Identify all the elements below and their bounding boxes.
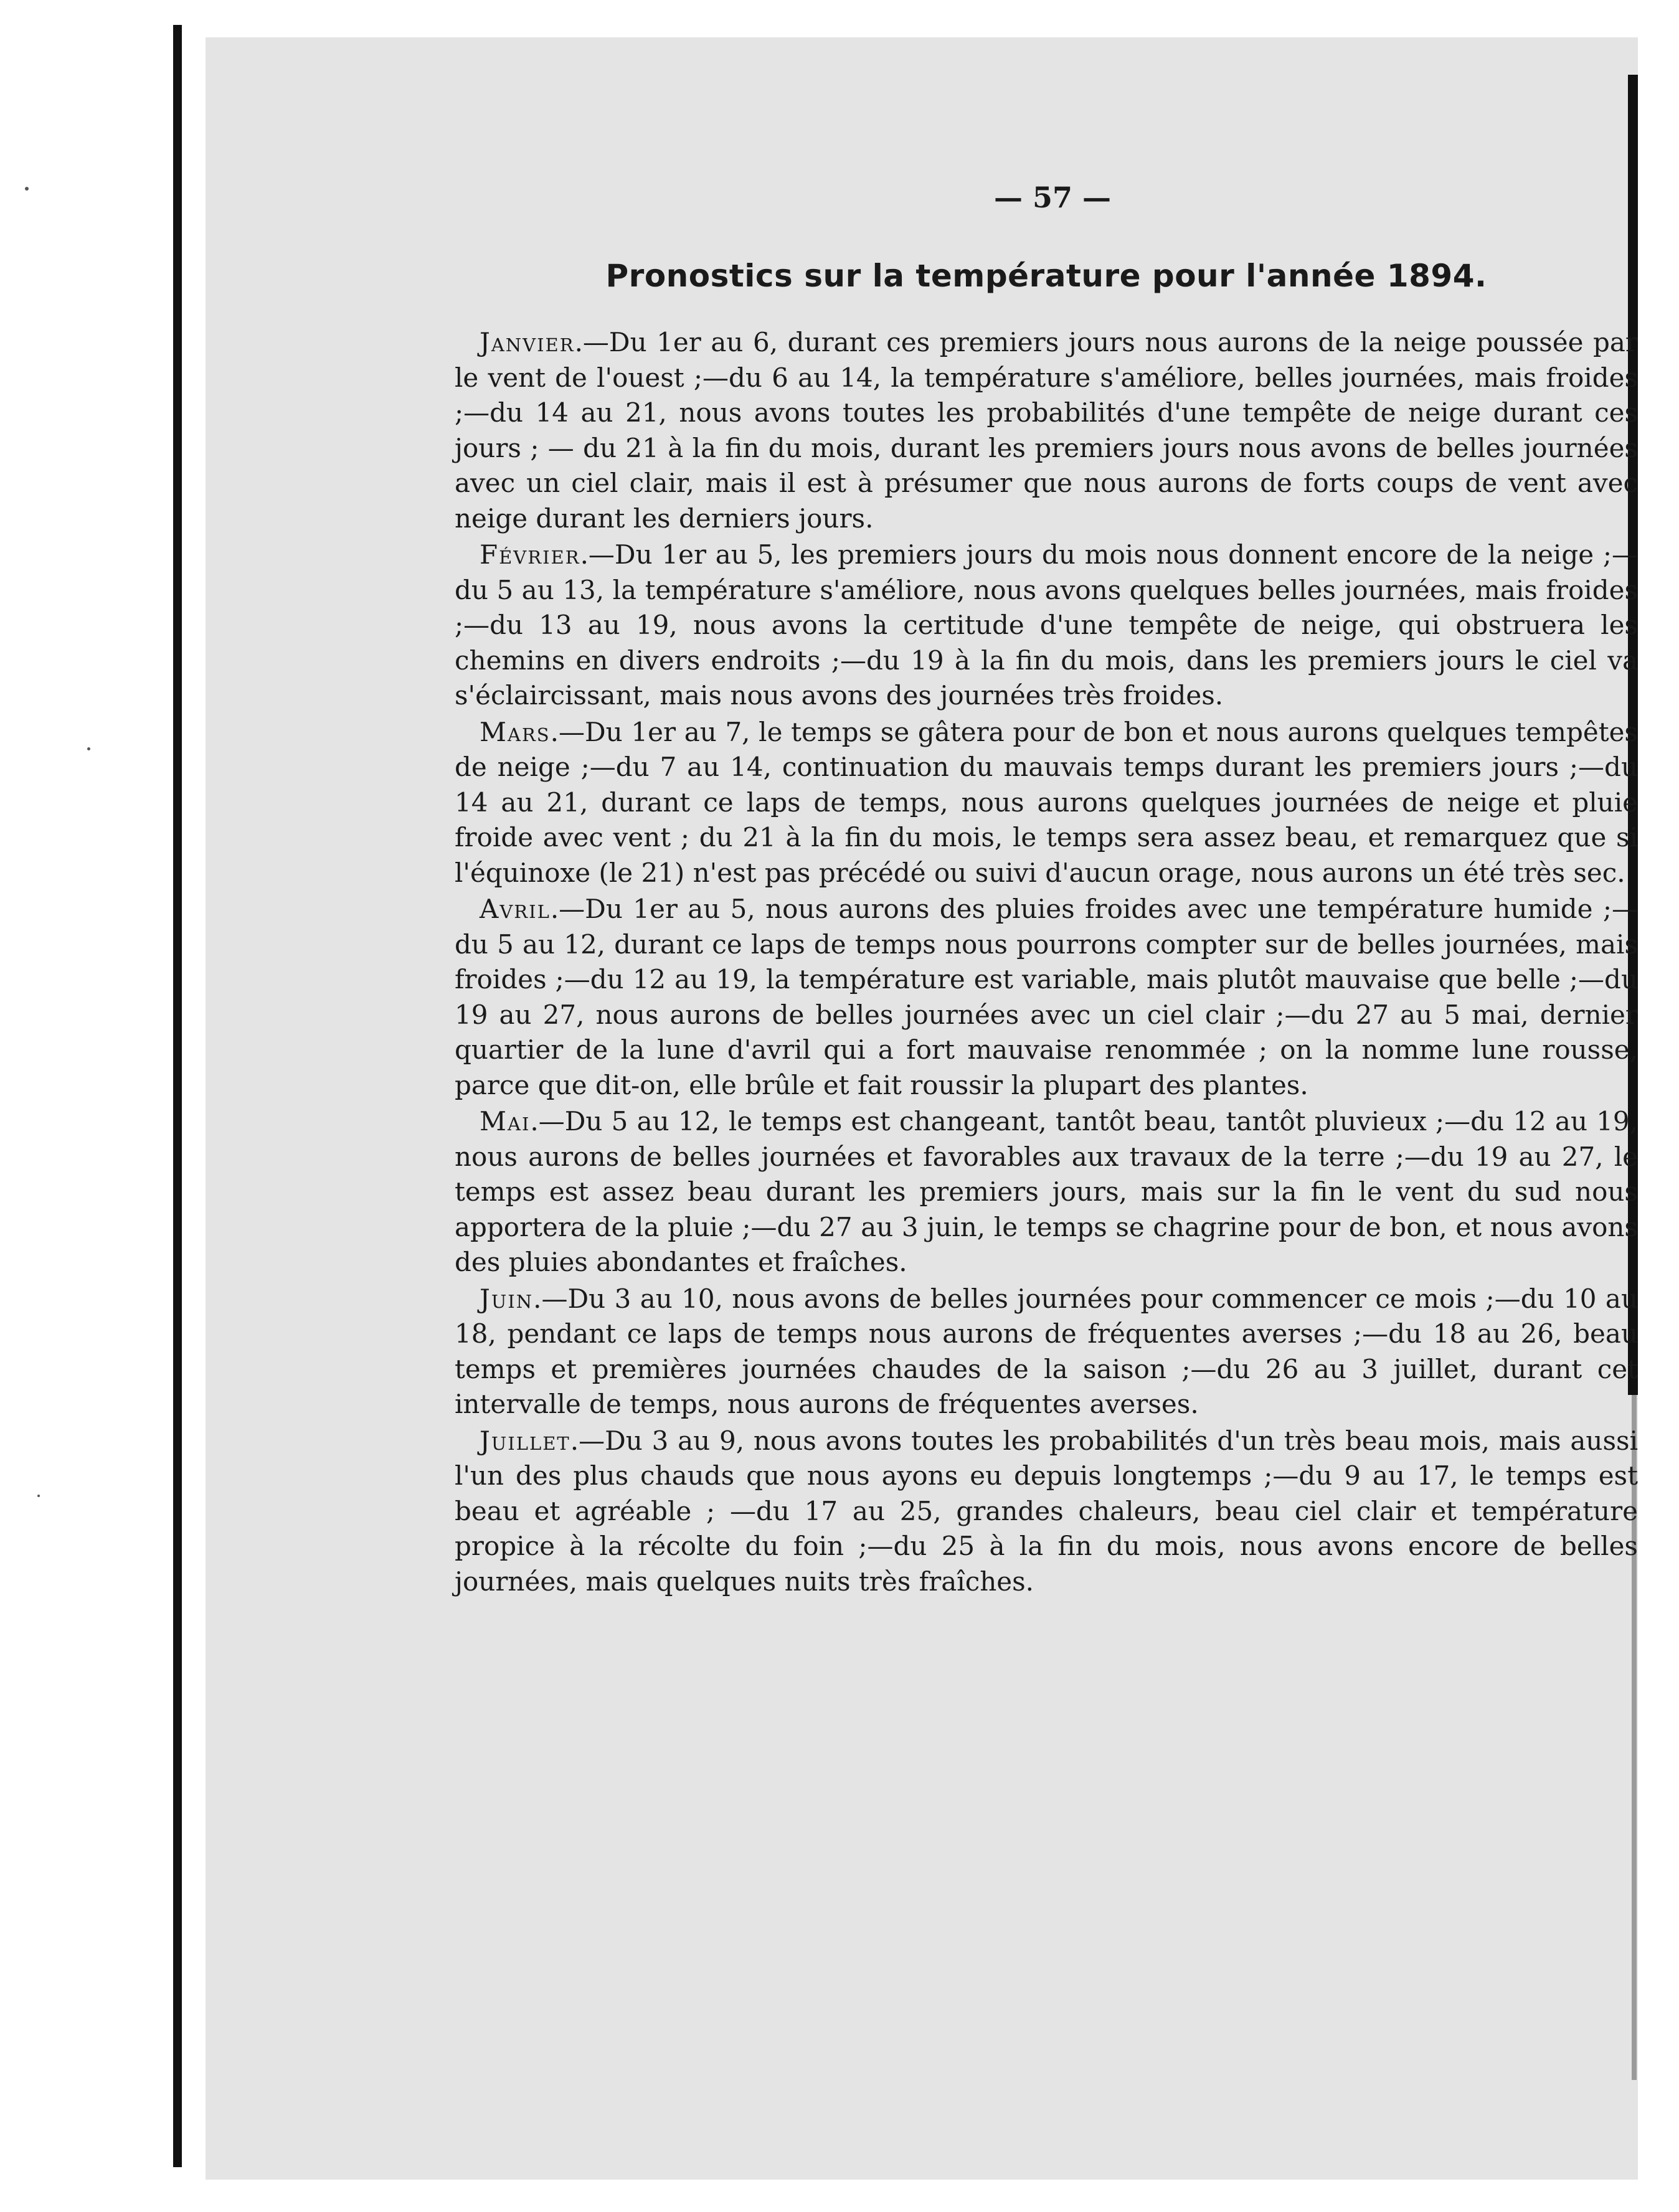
- adjacent-page-edge: [0, 0, 181, 2212]
- scan-speck: [87, 747, 90, 750]
- paragraph-janvier: [455, 325, 1638, 536]
- month-label: Juin: [480, 1283, 534, 1314]
- paragraph-avril: [455, 892, 1638, 1103]
- paragraph-text: .—Du 1er au 5, les premiers jours du mois nous donnent encore de la neige ;—du 5 au 13, la température s'améliore, nous avons quelques belles journées, mais froides ;—du 13 au 19, nous avons la certitude d'une tempête de neige, qui obstruera les chemins en divers endroits ;—du 19 à la fin du mois, dans les premiers jours le ciel va s'éclaircissant, mais nous avons des journées très froides.: [455, 539, 1638, 711]
- paragraph-text: .—Du 1er au 6, durant ces premiers jours nous aurons de la neige poussée par le vent de l'ouest ;—du 6 au 14, la température s'améliore, belles journées, mais froides ;—du 14 au 21, nous avons toutes les probabilités d'une tempête de neige durant ces jours ; — du 21 à la fin du mois, durant les premiers jours nous avons de belles journées avec un ciel clair, mais il est à présumer que nous aurons de forts coups de vent avec neige durant les derniers jours.: [455, 327, 1638, 534]
- month-label: Avril: [480, 894, 551, 924]
- month-label: Février: [480, 539, 580, 570]
- month-label: Janvier: [480, 327, 575, 357]
- page-gutter-shadow: [173, 25, 182, 2167]
- paragraph-text: .—Du 3 au 10, nous avons de belles journées pour commencer ce mois ;—du 10 au 18, pendant ce laps de temps nous aurons de fréquentes averses ;—du 18 au 26, beau temps et premières journées chaudes de la saison ;—du 26 au 3 juillet, durant cet intervalle de temps, nous aurons de fréquentes averses.: [455, 1283, 1638, 1419]
- paragraph-text: .—Du 1er au 7, le temps se gâtera pour de bon et nous aurons quelques tempêtes de neige ;—du 7 au 14, continuation du mauvais temps durant les premiers jours ;—du 14 au 21, durant ce laps de temps, nous aurons quelques journées de neige et pluie froide avec vent ; du 21 à la fin du mois, le temps sera assez beau, et remarquez que si l'équinoxe (le 21) n'est pas précédé ou suivi d'aucun orage, nous aurons un été très sec.: [455, 716, 1638, 888]
- page-number: — 57 —: [993, 181, 1112, 214]
- paragraph-text: .—Du 5 au 12, le temps est changeant, tantôt beau, tantôt pluvieux ;—du 12 au 19, nous aurons de belles journées et favorables aux travaux de la terre ;—du 19 au 27, le temps est assez beau durant les premiers jours, mais sur la fin le vent du sud nous apportera de la pluie ;—du 27 au 3 juin, le temps se chagrine pour de bon, et nous avons des pluies abondantes et fraîches.: [455, 1106, 1638, 1277]
- month-label: Mars: [480, 716, 551, 747]
- scan-speck: [37, 1495, 40, 1497]
- month-label: Juillet: [480, 1425, 570, 1456]
- page-title: Pronostics sur la température pour l'année 1894.: [605, 258, 1487, 294]
- page-content: [455, 181, 1638, 1599]
- paragraph-mai: [455, 1104, 1638, 1280]
- paragraph-text: .—Du 1er au 5, nous aurons des pluies froides avec une température humide ;—du 5 au 12, durant ce laps de temps nous pourrons compter sur de belles journées, mais froides ;—du 12 au 19, la température est variable, mais plutôt mauvaise que belle ;—du 19 au 27, nous aurons de belles journées avec un ciel clair ;—du 27 au 5 mai, dernier quartier de la lune d'avril qui a fort mauvaise renommée ; on la nomme lune rousse, parce que dit-on, elle brûle et fait roussir la plupart des plantes.: [455, 894, 1638, 1100]
- month-label: Mai: [480, 1106, 531, 1137]
- scanned-page: [206, 37, 1638, 2180]
- paragraph-fevrier: [455, 537, 1638, 714]
- paragraph-juin: [455, 1282, 1638, 1422]
- paragraph-text: .—Du 3 au 9, nous avons toutes les probabilités d'un très beau mois, mais aussi l'un des plus chauds que nous ayons eu depuis longtemps ;—du 9 au 17, le temps est beau et agréable ; —du 17 au 25, grandes chaleurs, beau ciel clair et température propice à la récolte du foin ;—du 25 à la fin du mois, nous avons encore de belles journées, mais quelques nuits très fraîches.: [455, 1425, 1638, 1597]
- paragraph-juillet: [455, 1424, 1638, 1600]
- paragraph-mars: [455, 715, 1638, 891]
- scan-speck: [25, 187, 29, 191]
